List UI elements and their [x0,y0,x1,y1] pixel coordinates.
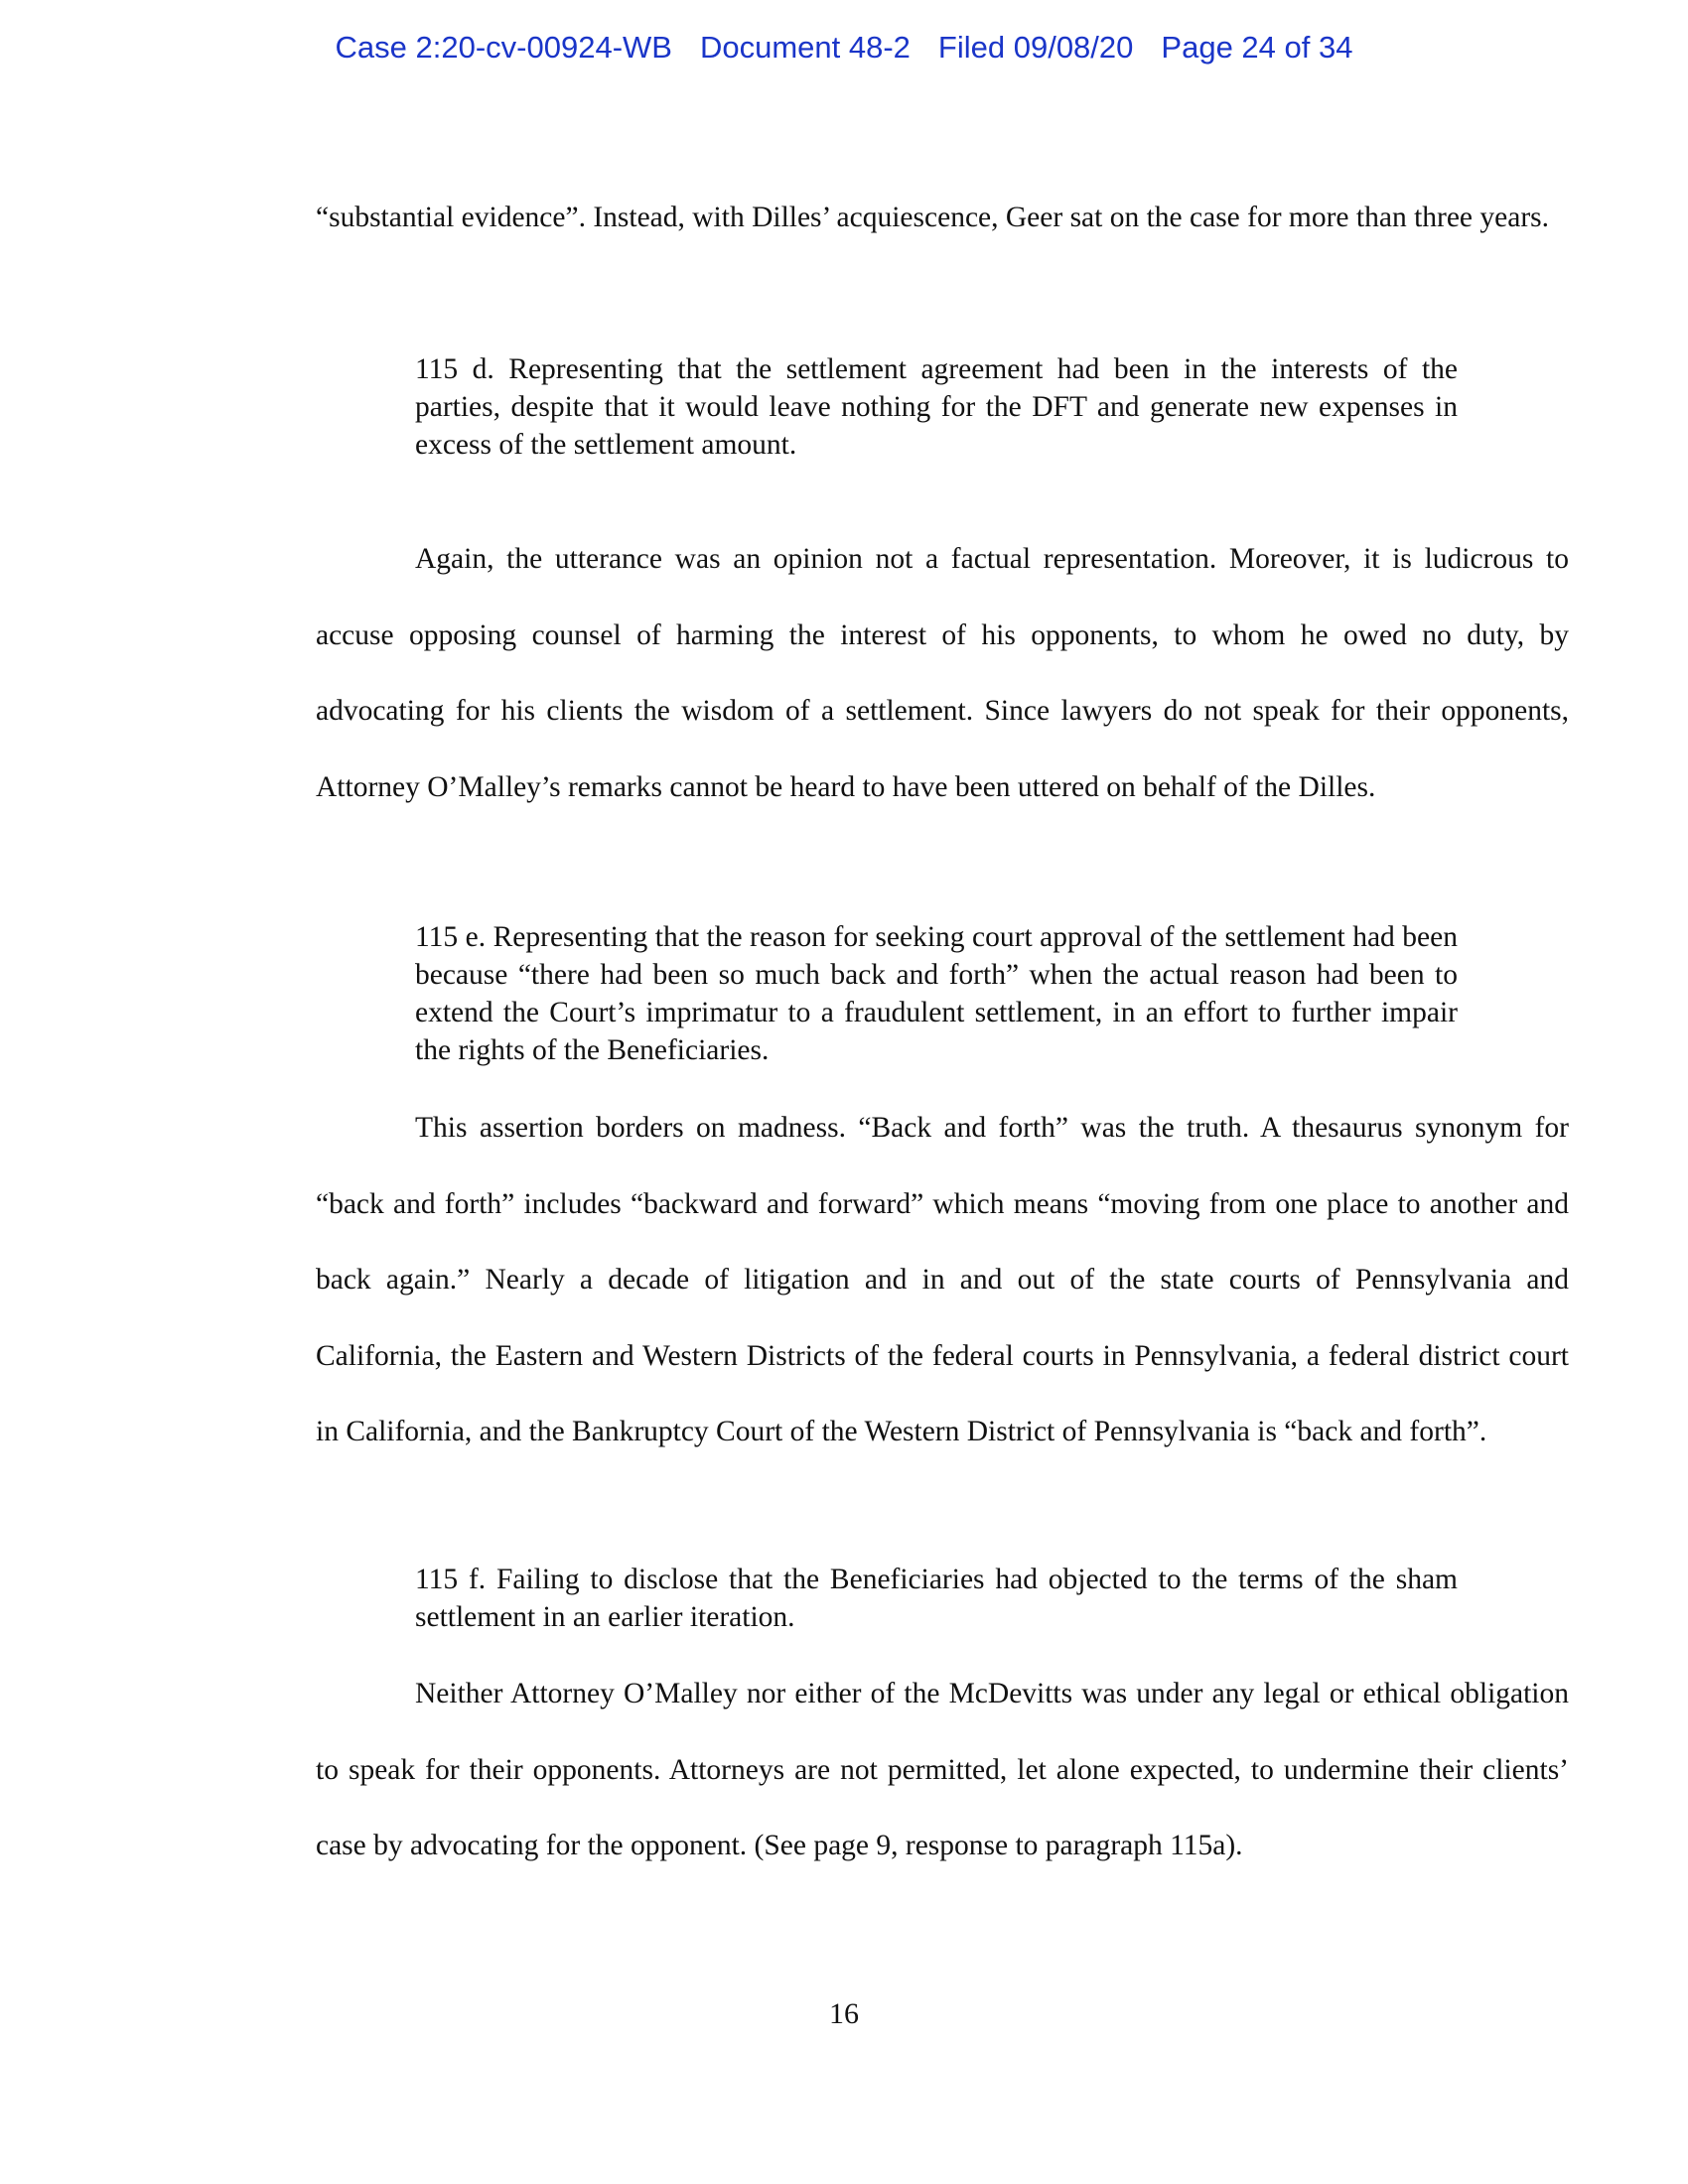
quoted-allegation-115d: 115 d. Representing that the settlement agreement had been in the interests of the parties, despite that it would leave nothing for the DFT and generate new expenses in excess of the settlement amount. [415,353,1458,461]
response-115e [316,1090,1569,1470]
quoted-allegation-115e: 115 e. Representing that the reason for seeking court approval of the settlement had been because “there had been so much back and forth” when the actual reason had been to extend the Court’s imprimatur to a fraudulent settlement, in an effort to further impair the rights of the Beneficiaries. [415,921,1458,1066]
case-number: Case 2:20-cv-00924-WB [335,30,672,65]
filed-date: Filed 09/08/20 [937,30,1134,65]
response-115d [316,521,1569,825]
ecf-header [0,30,1688,66]
page-count: Page 24 of 34 [1161,30,1353,65]
quoted-allegation-115f: 115 f. Failing to disclose that the Beneficiaries had objected to the terms of the sham settlement in an earlier iteration. [415,1564,1458,1633]
paragraph-text: Neither Attorney O’Malley nor either of the McDevitts was under any legal or ethical obligation to speak for their opponents. Attorneys are not permitted, let alone expected, to undermine their clients’ case by advocating for the opponent. (See page 9, response to paragraph 115a). [316,1678,1569,1861]
document-number: Document 48-2 [699,30,911,65]
page-number: 16 [829,1997,859,2030]
response-115f [316,1656,1569,1884]
paragraph-text: “substantial evidence”. Instead, with Dilles’ acquiescence, Geer sat on the case for more than three years. [316,202,1550,233]
paragraph-text: This assertion borders on madness. “Back and forth” was the truth. A thesaurus synonym for “back and forth” includes “backward and forward” which means “moving from one place to another and back again.” Nearly a decade of litigation and in and out of the state courts of Pennsylvania and California, the Eastern and Western Districts of the federal courts in Pennsylvania, a federal district court in California, and the Bankruptcy Court of the Western District of Pennsylvania is “back and forth”. [316,1112,1569,1447]
paragraph-continuation [316,180,1569,256]
paragraph-text: Again, the utterance was an opinion not a factual representation. Moreover, it is ludicrous to accuse opposing counsel of harming the interest of his opponents, to whom he owed no duty, by advocating for his clients the wisdom of a settlement. Since lawyers do not speak for their opponents, Attorney O’Malley’s remarks cannot be heard to have been uttered on behalf of the Dilles. [316,543,1569,803]
